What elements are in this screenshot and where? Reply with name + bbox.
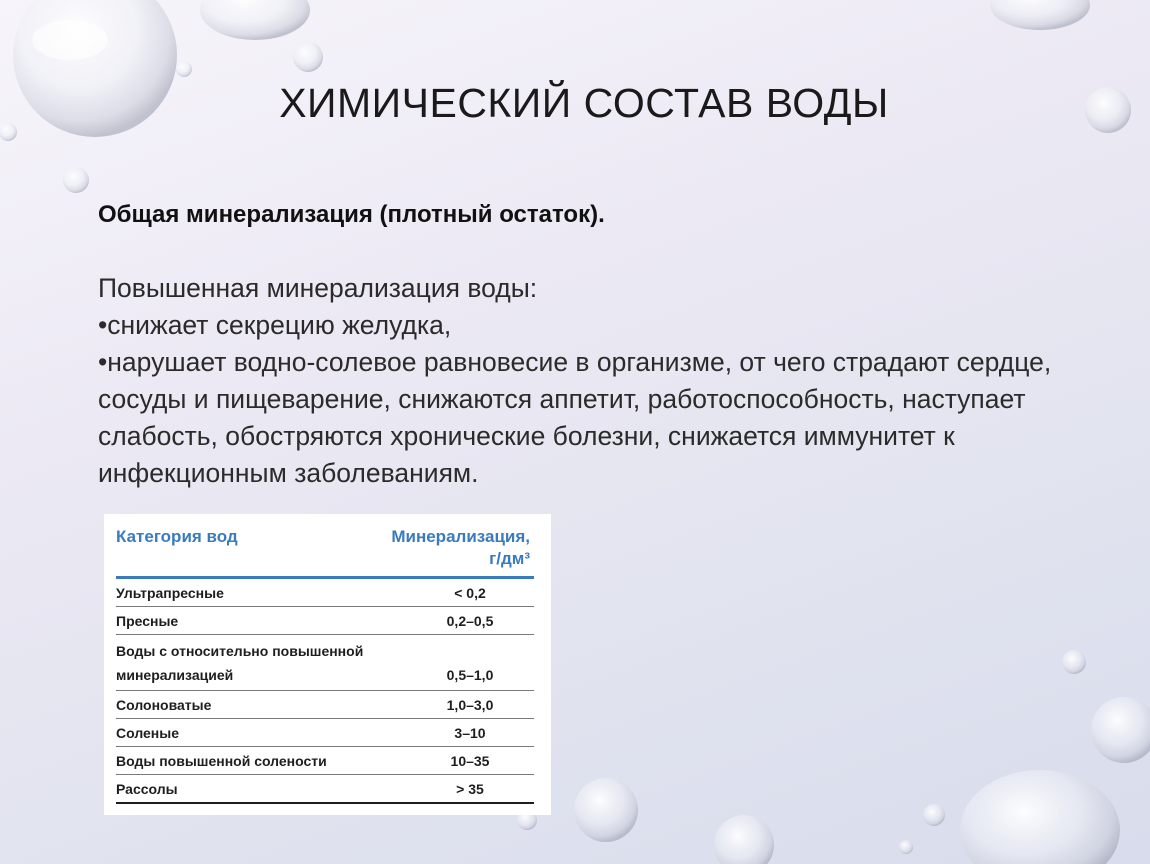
row-value: > 35 bbox=[366, 775, 534, 804]
row-value: < 0,2 bbox=[366, 578, 534, 607]
drop-bottom-right-1 bbox=[1091, 697, 1150, 763]
table-row bbox=[116, 578, 534, 607]
row-value: 0,2–0,5 bbox=[366, 607, 534, 635]
header-mineralization-label: Минерализация, bbox=[391, 527, 530, 546]
water-category-table bbox=[104, 514, 551, 815]
row-value: 0,5–1,0 bbox=[366, 635, 534, 691]
table-row bbox=[116, 607, 534, 635]
row-category: Рассолы bbox=[116, 775, 366, 804]
table-row bbox=[116, 775, 534, 804]
drop-small-2 bbox=[176, 61, 192, 77]
header-category: Категория вод bbox=[116, 522, 366, 578]
drop-right-2 bbox=[1062, 650, 1086, 674]
drop-bottom-center-1 bbox=[574, 778, 638, 842]
intro-text: Повышенная минерализация воды: bbox=[98, 273, 538, 303]
drop-small-3 bbox=[63, 167, 89, 193]
bullet-item: •нарушает водно-солевое равновесие в организме, от чего страдают сердце, сосуды и пищеварение, снижаются аппетит, работоспособность, наступает слабость, обостряются хронические болезни, снижается иммунитет к инфекционным заболеваниям. bbox=[98, 347, 1052, 488]
row-category: Солоноватые bbox=[116, 691, 366, 719]
drop-small-1 bbox=[293, 42, 323, 72]
drop-bottom-center-2 bbox=[714, 815, 774, 864]
slide-body bbox=[98, 196, 1108, 492]
drop-bottom-right-3 bbox=[960, 770, 1120, 864]
table-row bbox=[116, 719, 534, 747]
row-value: 10–35 bbox=[366, 747, 534, 775]
table-header-row bbox=[116, 522, 534, 578]
row-value: 1,0–3,0 bbox=[366, 691, 534, 719]
drop-bottom-right-4 bbox=[899, 840, 913, 854]
drop-top-right bbox=[990, 0, 1090, 30]
header-mineralization bbox=[366, 522, 534, 578]
table bbox=[116, 522, 534, 804]
subheading: Общая минерализация (плотный остаток). bbox=[98, 201, 605, 228]
row-category: Воды повышенной солености bbox=[116, 747, 366, 775]
row-category: Ультрапресные bbox=[116, 578, 366, 607]
header-unit: г/дм³ bbox=[489, 549, 530, 568]
drop-top-center bbox=[200, 0, 310, 40]
bullet-item: •снижает секрецию желудка, bbox=[98, 310, 452, 340]
slide-title: ХИМИЧЕСКИЙ СОСТАВ ВОДЫ bbox=[279, 80, 889, 126]
row-value: 3–10 bbox=[366, 719, 534, 747]
drop-bottom-right-2 bbox=[923, 804, 945, 826]
row-category: Воды с относительно повышенной минерализацией bbox=[116, 635, 366, 691]
table-row bbox=[116, 747, 534, 775]
table-row bbox=[116, 635, 534, 691]
row-category: Соленые bbox=[116, 719, 366, 747]
table-row bbox=[116, 691, 534, 719]
row-category: Пресные bbox=[116, 607, 366, 635]
